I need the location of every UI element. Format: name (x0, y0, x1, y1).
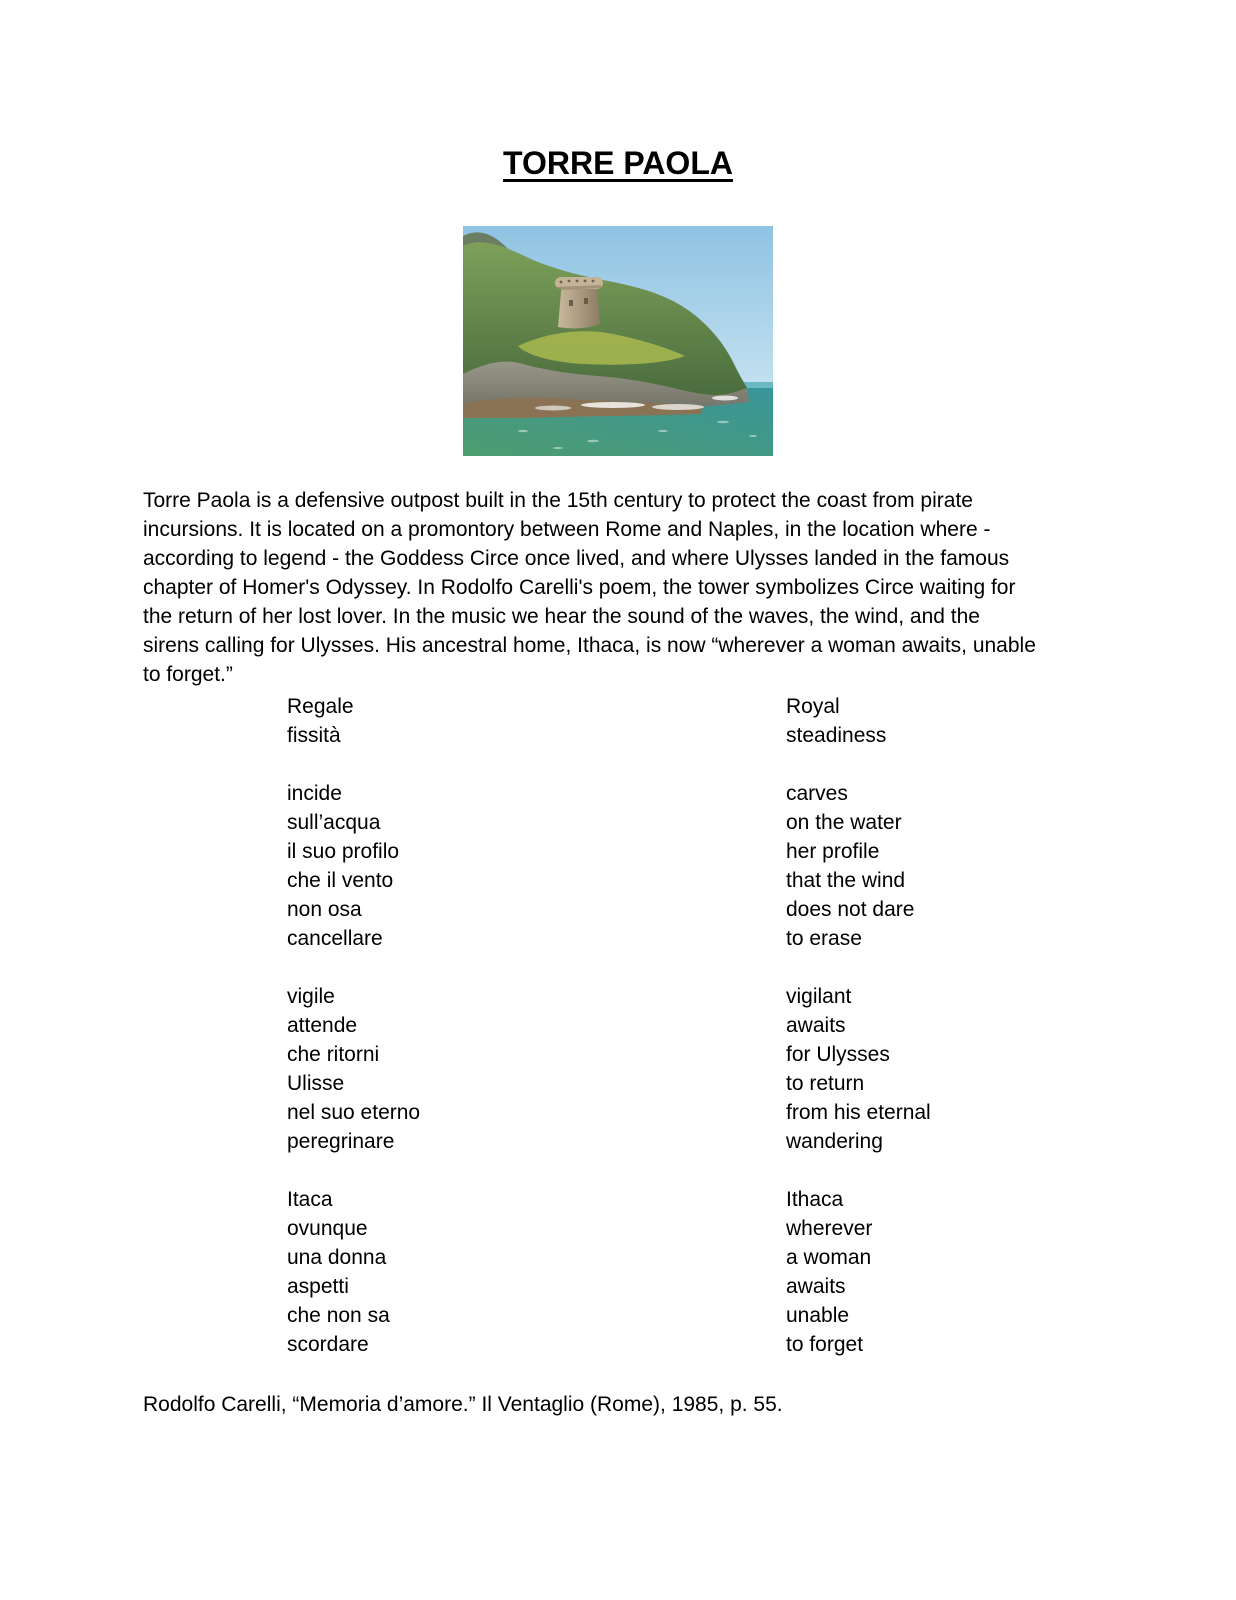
poem-line: for Ulysses (786, 1043, 890, 1066)
poem-line: awaits (786, 1275, 846, 1298)
poem-line: Itaca (287, 1188, 333, 1211)
page-title (0, 0, 1236, 182)
poem-line: steadiness (786, 724, 887, 747)
poem-line: che ritorni (287, 1043, 380, 1066)
poem-line: aspetti (287, 1275, 349, 1298)
poem-line: to forget (786, 1333, 864, 1356)
poem-line: non osa (287, 898, 362, 921)
torre-paola-photo-illustration (463, 226, 773, 456)
poem-line: Regale (287, 695, 354, 718)
poem-line: scordare (287, 1333, 369, 1356)
poem-line: ovunque (287, 1217, 368, 1240)
poem-line: carves (786, 782, 848, 805)
poem-line: cancellare (287, 927, 383, 950)
poem-stanza (786, 1185, 931, 1359)
torre-paola-photo (463, 226, 773, 456)
poem-line: to return (786, 1072, 865, 1095)
poem-line: attende (287, 1014, 358, 1037)
page-title-text: TORRE PAOLA (503, 145, 733, 181)
watchtower (555, 277, 603, 328)
poem-stanza (786, 692, 931, 750)
poem-line: il suo profilo (287, 840, 400, 863)
poem-stanza (786, 779, 931, 953)
poem-line: sull’acqua (287, 811, 381, 834)
poem-stanza (287, 982, 786, 1156)
poem-line: unable (786, 1304, 850, 1327)
poem-stanza (287, 1185, 786, 1359)
poem-line: her profile (786, 840, 880, 863)
poem-line: vigile (287, 985, 335, 1008)
poem-line: does not dare (786, 898, 915, 921)
poem-line: vigilant (786, 985, 852, 1008)
poem-line: on the water (786, 811, 902, 834)
poem-line: peregrinare (287, 1130, 395, 1153)
poem-line: wherever (786, 1217, 873, 1240)
poem-line: from his eternal (786, 1101, 931, 1124)
text-line: according to legend - the Goddess Circe once lived, and where Ulysses landed in the famous (143, 547, 1010, 570)
poem-stanza (786, 982, 931, 1156)
poem-stanza (287, 779, 786, 953)
poem-line: fissità (287, 724, 341, 747)
poem-line: che non sa (287, 1304, 390, 1327)
poem-line: to erase (786, 927, 862, 950)
poem-line: che il vento (287, 869, 394, 892)
poem-line: wandering (786, 1130, 883, 1153)
text-line: sirens calling for Ulysses. His ancestral home, Ithaca, is now “wherever a woman awaits, unable (143, 634, 1036, 657)
poem-line: a woman (786, 1246, 872, 1269)
poem-line: Ulisse (287, 1072, 345, 1095)
poem-line: that the wind (786, 869, 906, 892)
poem-column-english (786, 692, 931, 1359)
poem-column-italian (287, 692, 786, 1359)
poem-line: incide (287, 782, 342, 805)
poem-stanza (287, 692, 786, 750)
text-line: incursions. It is located on a promontory between Rome and Naples, in the location where - (143, 518, 991, 541)
poem (287, 692, 1236, 1359)
text-line: Torre Paola is a defensive outpost built in the 15th century to protect the coast from pirate (143, 489, 973, 512)
poem-line: una donna (287, 1246, 387, 1269)
intro-paragraph (143, 486, 1108, 689)
text-line: the return of her lost lover. In the music we hear the sound of the waves, the wind, and the (143, 605, 980, 628)
poem-line: nel suo eterno (287, 1101, 421, 1124)
poem-line: Royal (786, 695, 840, 718)
citation: Rodolfo Carelli, “Memoria d’amore.” Il Ventaglio (Rome), 1985, p. 55. (143, 1393, 783, 1416)
poem-line: Ithaca (786, 1188, 844, 1211)
text-line: to forget.” (143, 663, 233, 686)
poem-line: awaits (786, 1014, 846, 1037)
text-line: chapter of Homer's Odyssey. In Rodolfo Carelli's poem, the tower symbolizes Circe waiting for (143, 576, 1016, 599)
